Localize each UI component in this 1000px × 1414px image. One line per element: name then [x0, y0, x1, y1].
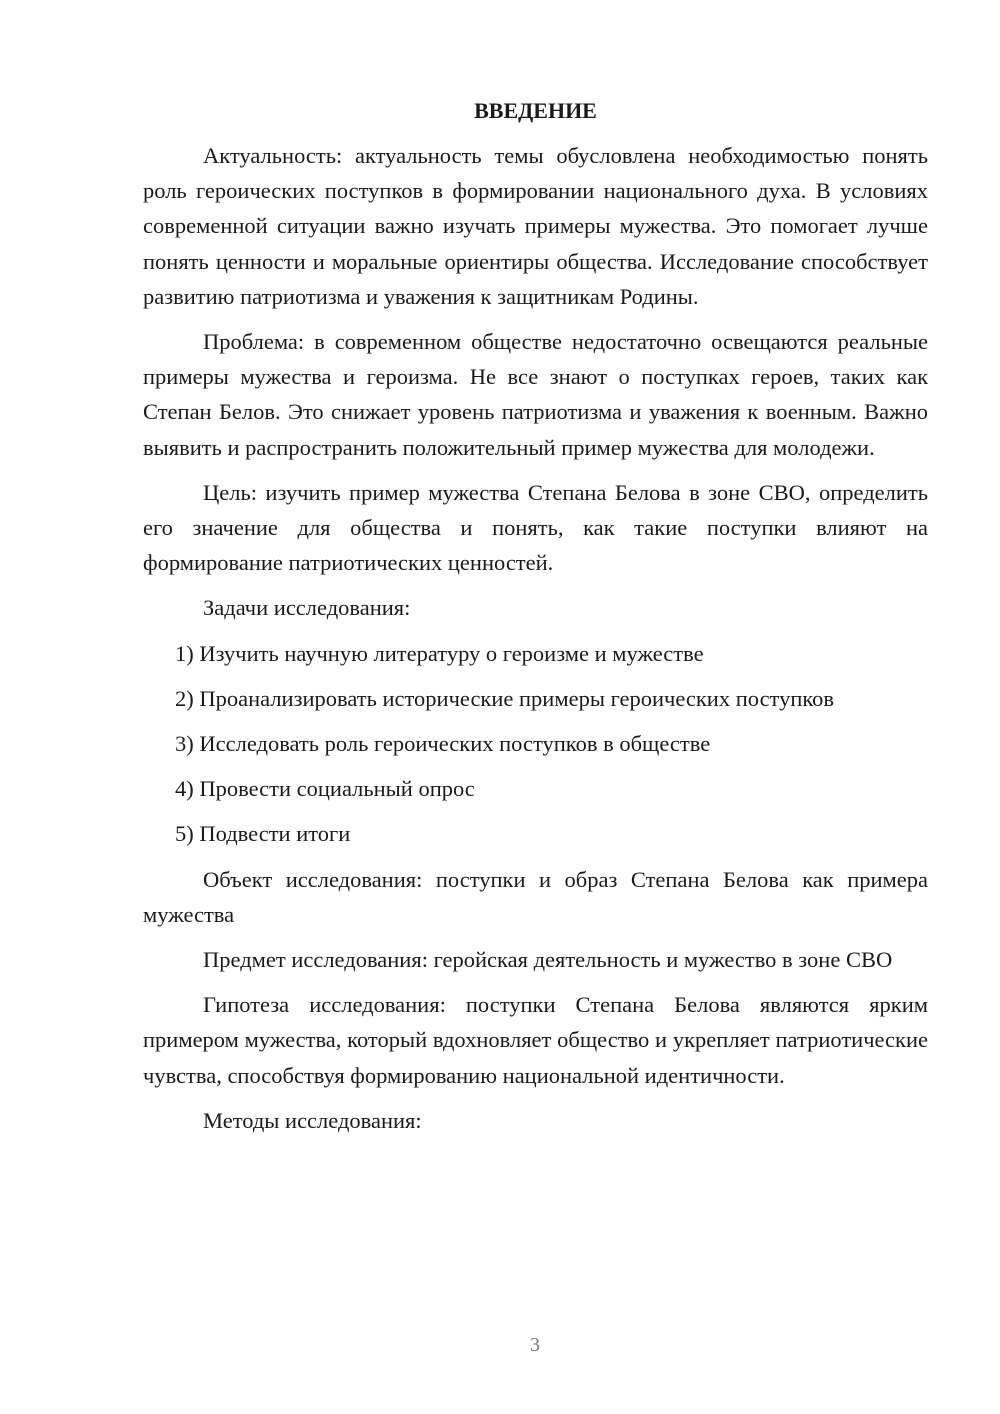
- goal-paragraph: Цель: изучить пример мужества Степана Белова в зоне СВО, определить его значение для общества и понять, как такие поступки влияют на формирование патриотических ценностей.: [143, 479, 928, 576]
- list-item: 5) Подвести итоги: [175, 821, 351, 847]
- subject-paragraph: Предмет исследования: геройская деятельность и мужество в зоне СВО: [203, 947, 893, 973]
- hypothesis-paragraph: Гипотеза исследования: поступки Степана Белова являются ярким примером мужества, который вдохновляет общество и укрепляет патриотические чувства, способствуя формированию национальной идентичности.: [143, 992, 928, 1088]
- tasks-list: [143, 636, 928, 852]
- list-item: 4) Провести социальный опрос: [175, 776, 475, 802]
- methods-paragraph: Методы исследования:: [203, 1107, 422, 1133]
- list-item: 1) Изучить научную литературу о героизме и мужестве: [175, 640, 704, 666]
- page-number: 3: [530, 1334, 540, 1356]
- document-page: [143, 96, 928, 1148]
- problem-paragraph: Проблема: в современном обществе недостаточно освещаются реальные примеры мужества и героизма. Не все знают о поступках героев, таких как Степан Белов. Это снижает уровень патриотизма и уважения к военным. Важно выявить и распространить положительный пример мужества для молодежи.: [143, 329, 928, 460]
- list-item: 3) Исследовать роль героических поступков в обществе: [175, 731, 711, 757]
- tasks-intro: Задачи исследования:: [203, 595, 411, 621]
- object-paragraph: Объект исследования: поступки и образ Степана Белова как примера мужества: [143, 866, 928, 927]
- section-title: ВВЕДЕНИЕ: [474, 98, 597, 123]
- relevance-paragraph: Актуальность: актуальность темы обусловлена необходимостью понять роль героических поступков в формировании национального духа. В условиях современной ситуации важно изучать примеры мужества. Это помогает лучше понять ценности и моральные ориентиры общества. Исследование способствует развитию патриотизма и уважения к защитникам Родины.: [143, 143, 928, 309]
- list-item: 2) Проанализировать исторические примеры героических поступков: [175, 685, 835, 711]
